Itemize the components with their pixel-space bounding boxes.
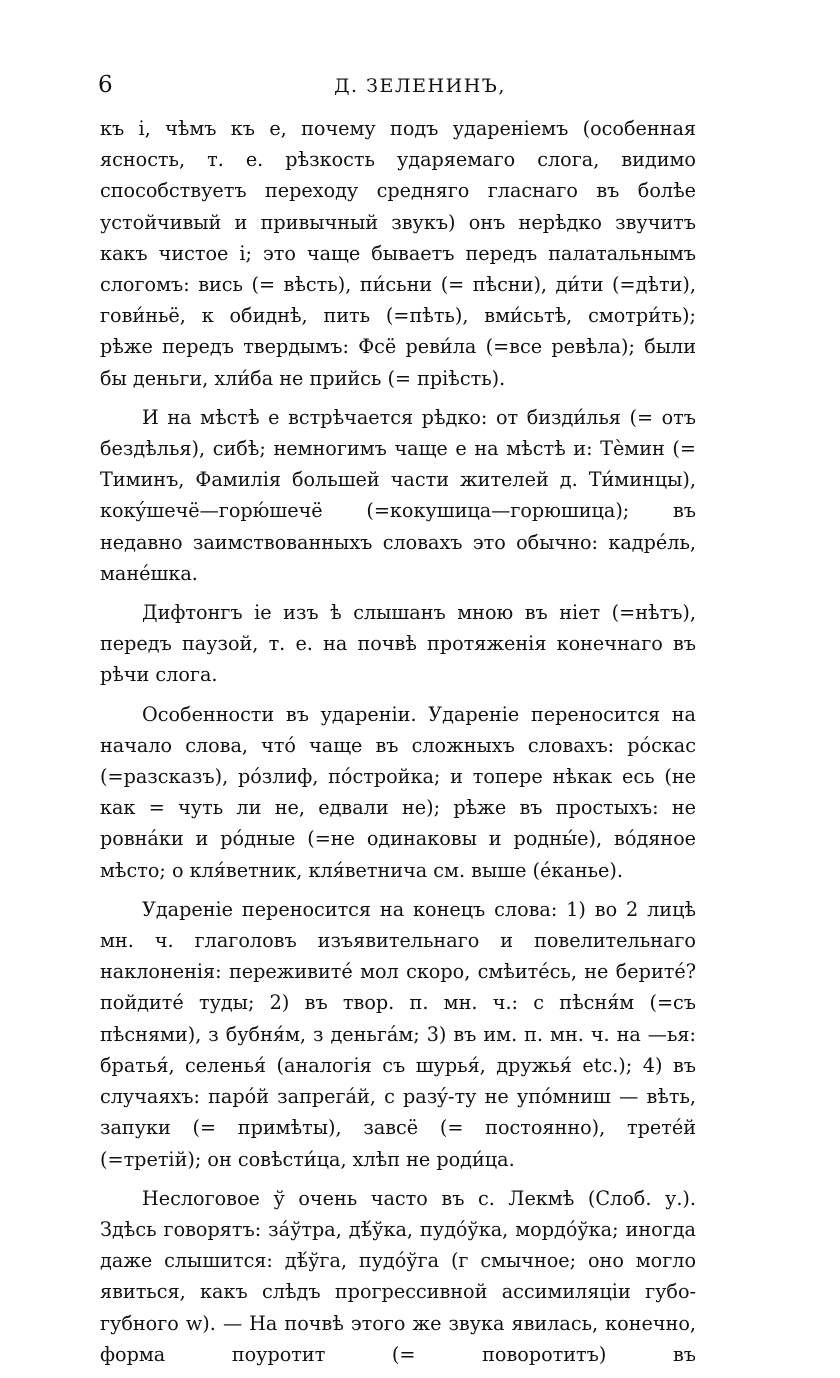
paragraph: Удареніе переносится на конецъ слова: 1) во 2 лицѣ мн. ч. глаголовъ изъявительнаго и повелительнаго наклоненія: переживитé мол скоро, смѣитéсь, не беритé? пойдитé туды; 2) въ твор. п. мн. ч.: с пѣсня́м (=съ пѣснями), з бубня́м, з деньгáм; 3) въ им. п. мн. ч. на —ья: братья́, селенья́ (аналогія съ шурья́, дружья́ etc.); 4) въ случаяхъ: парóй запрегáй, с разý-ту не упóмниш — вѣть, запуки (= примѣты), завсё (= постоянно), третéй (=третій); он совѣсти́ца, хлѣп не роди́ца.	[100, 897, 696, 1171]
page-number: 6	[98, 72, 113, 98]
paragraph: Неслоговое ў очень часто въ с. Лекмѣ (Слоб. у.). Здѣсь говорятъ: зáўтра, дѣ́ўка, пудóўка, мордóўка; иногда даже слышится: дѣ́ўга, пудóўга (г смычное; оно могло явиться, какъ слѣдъ прогрессивной ассимиляціи губо-губного w). — На почвѣ этого же звука явилась, конечно, форма поуротит (= поворотитъ) въ	[100, 1186, 696, 1366]
page-header	[0, 70, 840, 106]
paragraph: И на мѣстѣ е встрѣчается рѣдко: от бизди́лья (= отъ бездѣлья), сибѣ; немногимъ чаще е на мѣстѣ и: Тѐмин (= Тиминъ, Фамилія большей части жителей д. Ти́минцы), кокýшечё—горю́шечё (=кокушица—горюшица); въ недавно заимствованныхъ словахъ это обычно: кадрéль, манéшка.	[100, 405, 696, 585]
running-head: Д. ЗЕЛЕНИНЪ,	[334, 75, 506, 97]
paragraph: Особенности въ удареніи. Удареніе переносится на начало слова, чтó чаще въ сложныхъ словахъ: рóскас (=разсказъ), рóзлиф, пóстройка; и топере нѣкак есь (не как = чуть ли не, едвали не); рѣже въ простыхъ: не ровнáки и рóдные (=не одинаковы и родны́е), вóдяное мѣсто; о кля́ветник, кля́ветнича см. выше (éканье).	[100, 702, 696, 882]
body-text	[100, 113, 696, 1378]
paragraph: Дифтонгъ іе изъ ѣ слышанъ мною въ ніет (=нѣтъ), передъ паузой, т. е. на почвѣ протяженія конечнаго въ рѣчи слога.	[100, 601, 696, 687]
paragraph: къ і, чѣмъ къ е, почему подъ удареніемъ (особенная ясность, т. е. рѣзкость ударяемаго слога, видимо способствуетъ переходу средняго гласнаго въ болѣе устойчивый и привычный звукъ) онъ нерѣдко звучитъ какъ чистое і; это чаще бываетъ передъ палатальнымъ слогомъ: вись (= вѣсть), пи́сьни (= пѣсни), ди́ти (=дѣти), гови́ньё, к обиднѣ, пить (=пѣть), вми́сьтѣ, смотри́ть); рѣже передъ твердымъ: Фсё реви́ла (=все ревѣла); были бы деньги, хли́ба не прийсь (= пріѣсть).	[100, 117, 696, 390]
